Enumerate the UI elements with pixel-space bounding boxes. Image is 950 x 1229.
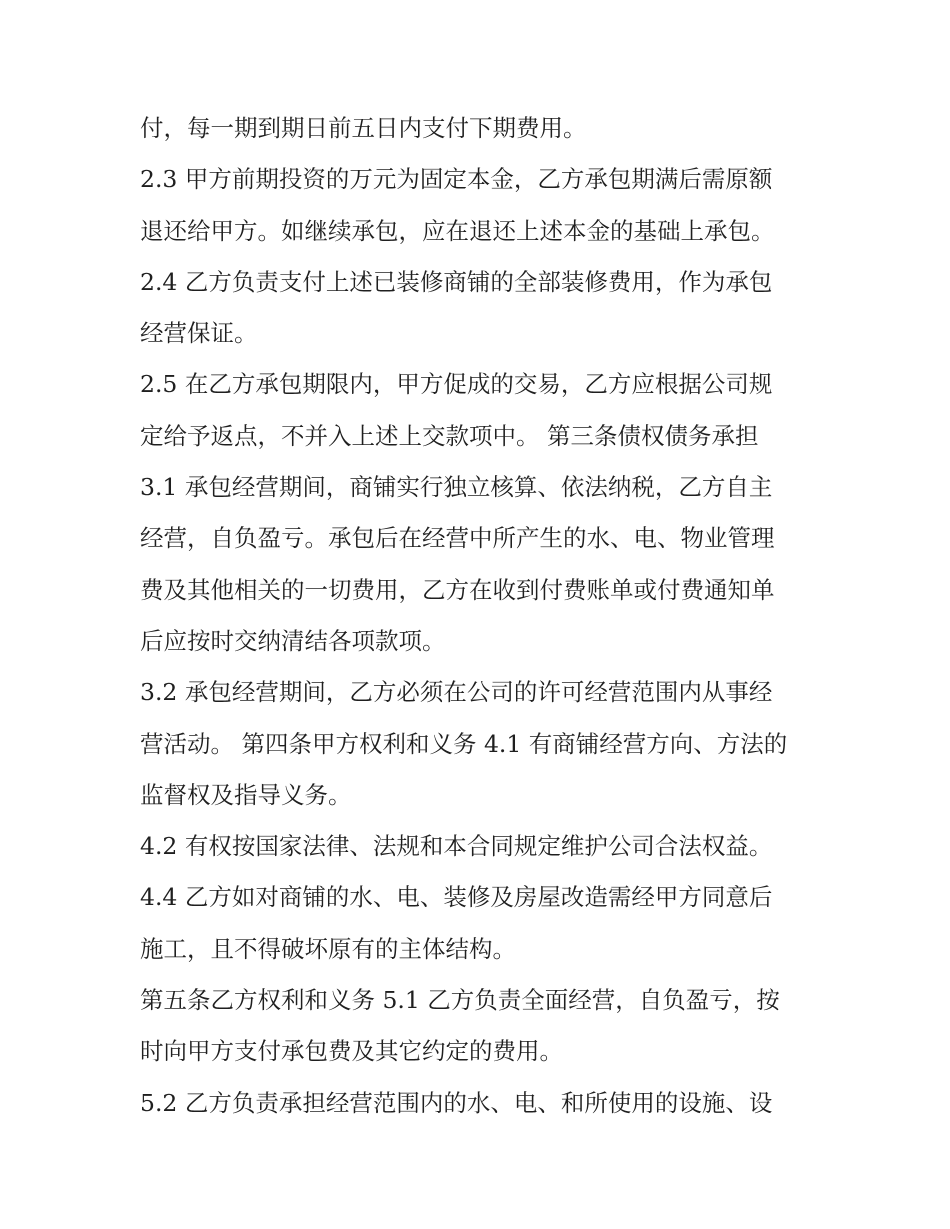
text-line: 2.3 甲方前期投资的万元为固定本金，乙方承包期满后需原额	[140, 165, 773, 194]
text-line: 监督权及指导义务。	[140, 780, 352, 809]
text-line: 费及其他相关的一切费用，乙方在收到付费账单或付费通知单	[140, 575, 775, 604]
text-line: 施工，且不得破坏原有的主体结构。	[140, 934, 516, 963]
text-line: 退还给甲方。如继续承包，应在退还上述本金的基础上承包。	[140, 216, 775, 245]
document-page	[140, 103, 820, 1129]
text-line: 2.5 在乙方承包期限内，甲方促成的交易，乙方应根据公司规	[140, 370, 773, 399]
text-line: 付，每一期到期日前五日内支付下期费用。	[140, 114, 587, 142]
text-line: 后应按时交纳清结各项款项。	[140, 626, 446, 655]
text-line: 3.2 承包经营期间，乙方必须在公司的许可经营范围内从事经	[140, 678, 773, 707]
text-line: 定给予返点，不并入上述上交款项中。 第三条债权债务承担	[140, 421, 759, 450]
text-line: 经营保证。	[140, 319, 258, 348]
text-line: 3.1 承包经营期间，商铺实行独立核算、依法纳税，乙方自主	[140, 473, 773, 502]
text-line: 经营，自负盈亏。承包后在经营中所产生的水、电、物业管理	[140, 524, 775, 553]
text-line: 2.4 乙方负责支付上述已装修商铺的全部装修费用，作为承包	[140, 267, 773, 296]
text-line: 4.2 有权按国家法律、法规和本合同规定维护公司合法权益。	[140, 832, 773, 861]
text-line: 第五条乙方权利和义务 5.1 乙方负责全面经营，自负盈亏，按	[140, 986, 780, 1015]
text-line: 5.2 乙方负责承担经营范围内的水、电、和所使用的设施、设	[140, 1088, 773, 1117]
text-line: 时向甲方支付承包费及其它约定的费用。	[140, 1037, 563, 1066]
text-line: 营活动。 第四条甲方权利和义务 4.1 有商铺经营方向、方法的	[140, 729, 788, 758]
text-line: 4.4 乙方如对商铺的水、电、装修及房屋改造需经甲方同意后	[140, 883, 773, 912]
